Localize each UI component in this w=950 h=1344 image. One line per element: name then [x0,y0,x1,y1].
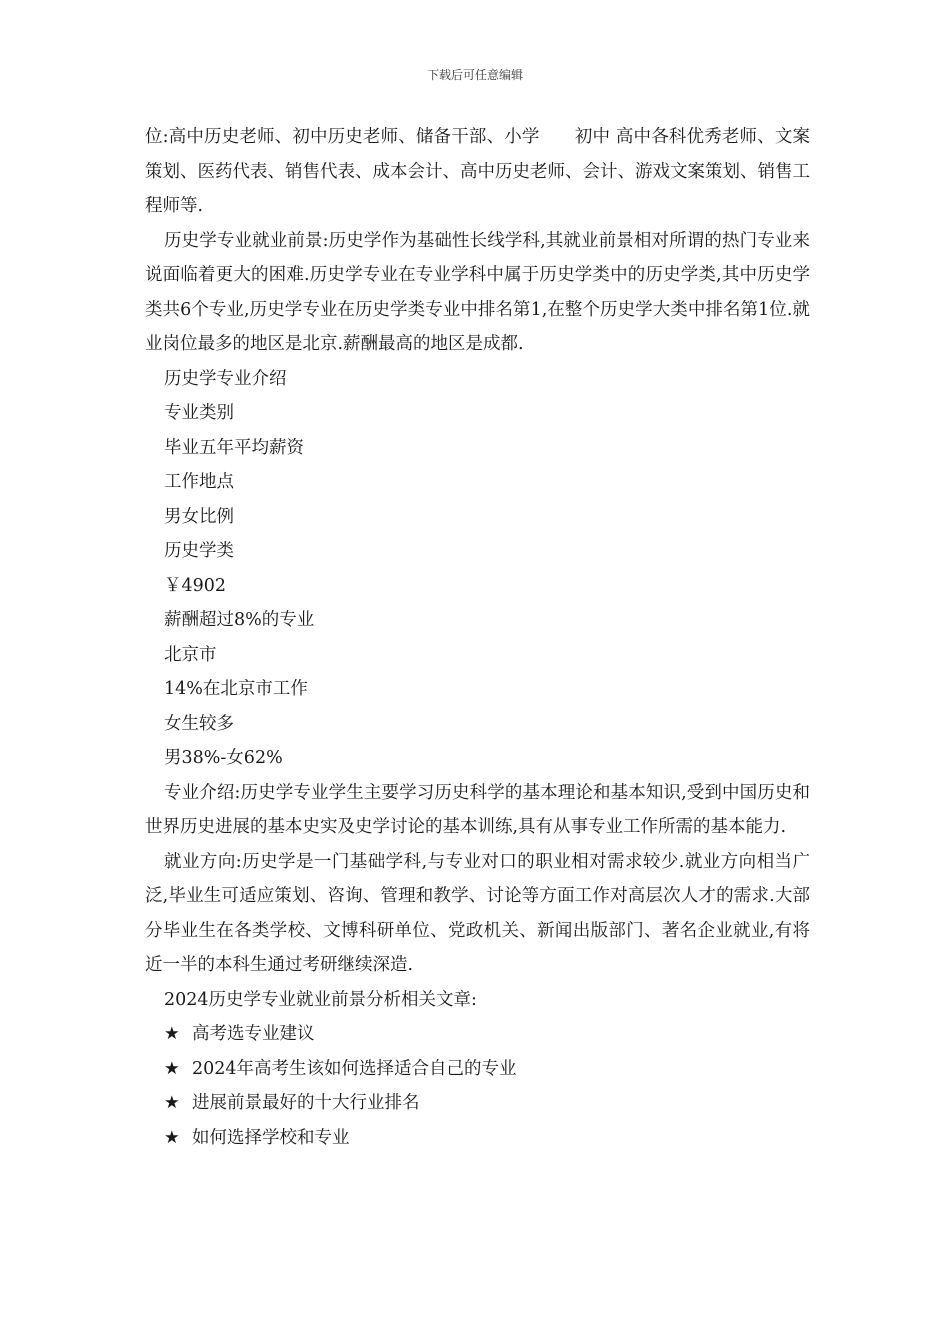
paragraph-career-direction: 就业方向:历史学是一门基础学科,与专业对口的职业相对需求较少.就业方向相当广泛,毕业生可适应策划、咨询、管理和教学、讨论等方面工作对高层次人才的需求.大部分毕业生在各类学校、文博科研单位、党政机关、新闻出版部门、著名企业就业,有将近一半的本科生通过考研继续深造. [145,851,810,975]
page-header: 下载后可任意编辑 [426,68,523,82]
related-article-title: 进展前景最好的十大行业排名 [192,1093,420,1113]
star-icon: ★ [164,1024,180,1044]
paragraph-employment-outlook: 历史学专业就业前景:历史学作为基础性长线学科,其就业前景相对所谓的热门专业来说面临着更大的困难.历史学专业在专业学科中属于历史学类中的历史学类,其中历史学类共6个专业,历史学专业在历史学类专业中排名第1,在整个历史学大类中排名第1位.就业岗位最多的地区是北京.薪酬最高的地区是成都. [145,230,810,354]
intro-line: ￥4902 [164,575,227,596]
document-body [145,120,810,1155]
paragraph-job-positions: 位:高中历史老师、初中历史老师、储备干部、小学 初中 高中各科优秀老师、文案策划、医药代表、销售代表、成本会计、高中历史老师、会计、游戏文案策划、销售工程师等. [145,127,810,216]
intro-line: 工作地点 [164,472,234,492]
intro-line: 历史学类 [164,541,234,561]
related-article-link[interactable] [145,1052,810,1087]
intro-line: 男38%-女62% [164,748,283,768]
star-icon: ★ [164,1093,180,1113]
major-intro-list [145,362,810,776]
intro-line: 专业类别 [164,403,234,423]
related-articles-heading: 2024历史学专业就业前景分析相关文章: [164,989,477,1010]
intro-line: 历史学专业介绍 [164,368,287,389]
intro-line: 女生较多 [164,713,234,734]
paragraph-major-introduction: 专业介绍:历史学专业学生主要学习历史科学的基本理论和基本知识,受到中国历史和世界历史进展的基本史实及史学讨论的基本训练,具有从事专业工作所需的基本能力. [145,782,810,837]
intro-line: 北京市 [164,644,217,665]
related-article-link[interactable] [145,1086,810,1121]
related-article-title: 高考选专业建议 [192,1024,315,1044]
star-icon: ★ [164,1058,180,1079]
star-icon: ★ [164,1127,180,1148]
related-articles-list [145,1017,810,1155]
intro-line: 薪酬超过8%的专业 [164,610,315,630]
intro-line: 14%在北京市工作 [164,679,308,699]
intro-line: 毕业五年平均薪资 [164,437,304,458]
related-article-title: 2024年高考生该如何选择适合自己的专业 [192,1058,517,1079]
intro-line: 男女比例 [164,506,234,527]
related-article-link[interactable] [145,1017,810,1052]
related-article-link[interactable] [145,1121,810,1156]
related-article-title: 如何选择学校和专业 [192,1127,350,1148]
